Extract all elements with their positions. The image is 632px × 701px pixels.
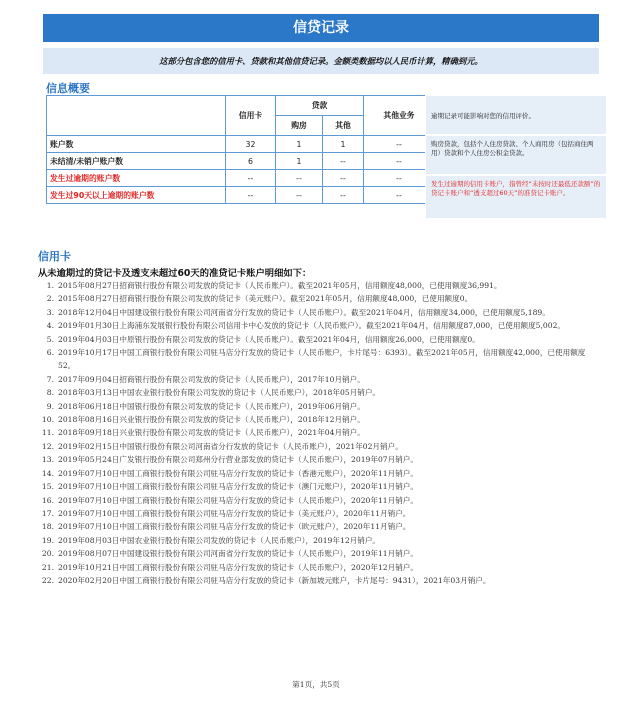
list-item-number: 2. (46, 294, 54, 304)
list-item (38, 520, 598, 533)
list-item (38, 426, 598, 439)
summary-header-blank (47, 96, 226, 136)
cell-other-business: -- (364, 187, 435, 204)
list-item-number: 21. (41, 562, 54, 572)
cell-credit-card: -- (226, 170, 276, 187)
list-item-text: 2019年07月10日中国工商银行股份有限公司驻马店分行发放的贷记卡（香港元账户），2020年11月销户。 (58, 468, 418, 478)
list-item (38, 319, 598, 332)
row-label: 账户数 (47, 136, 226, 153)
cell-credit-card: -- (226, 187, 276, 204)
list-item-number: 4. (46, 321, 54, 331)
list-item-number: 12. (41, 441, 54, 451)
header-loan: 贷款 (276, 96, 364, 116)
list-item (38, 279, 598, 292)
list-item-number: 16. (41, 495, 54, 505)
list-item-number: 10. (41, 415, 54, 425)
list-item-number: 3. (46, 307, 54, 317)
cell-other-business: -- (364, 170, 435, 187)
list-item (38, 440, 598, 453)
list-item-number: 13. (41, 455, 54, 465)
cell-other-business: -- (364, 136, 435, 153)
list-item-number: 20. (41, 549, 54, 559)
list-item (38, 333, 598, 346)
list-item-text: 2019年07月10日中国工商银行股份有限公司驻马店分行发放的贷记卡（美元账户），2020年11月销户。 (58, 508, 411, 518)
list-item-number: 1. (46, 281, 54, 290)
list-item-text: 2018年06月18日中国银行股份有限公司发放的贷记卡（人民币账户），2019年06月销户。 (58, 401, 365, 411)
row-label: 发生过90天以上逾期的账户数 (47, 187, 226, 204)
list-item-text: 2018年12月04日中国建设银行股份有限公司河南省分行发放的贷记卡（人民币账户）。截至2021年04月，信用额度34,000，已使用额度5,189。 (58, 307, 550, 317)
summary-notes (425, 95, 607, 219)
page-number: 第1页，共5页 (292, 680, 340, 689)
list-item (38, 386, 598, 399)
cell-credit-card: 32 (226, 136, 276, 153)
cell-other: 1 (323, 136, 364, 153)
list-item-text: 2015年08月27日招商银行股份有限公司发放的贷记卡（美元账户）。截至2021年05月，信用额度48,000，已使用额度0。 (58, 294, 473, 304)
list-item-text: 2020年02月20日中国工商银行股份有限公司驻马店分行发放的贷记卡（新加坡元账户，卡片尾号：9431），2021年03月销户。 (58, 575, 491, 585)
list-item-number: 19. (41, 535, 54, 545)
list-item (38, 494, 598, 507)
list-item (38, 306, 598, 319)
header-other-business: 其他业务 (364, 96, 435, 136)
list-item-text: 2019年10月21日中国工商银行股份有限公司驻马店分行发放的贷记卡（人民币账户），2020年12月销户。 (58, 562, 418, 572)
list-item (38, 574, 598, 587)
list-item-text: 2019年05月24日广发银行股份有限公司郑州分行营业部发放的贷记卡（人民币账户），2019年07月销户。 (58, 455, 418, 465)
summary-header-row (47, 96, 435, 116)
summary-row-overdue (47, 170, 435, 187)
cell-mortgage: 1 (276, 136, 323, 153)
list-item-number: 11. (41, 428, 54, 438)
cell-mortgage: 1 (276, 153, 323, 170)
list-item-text: 2015年08月27日招商银行股份有限公司发放的贷记卡（人民币账户）。截至2021年05月，信用额度48,000，已使用额度36,991。 (58, 281, 502, 290)
cell-other: -- (323, 187, 364, 204)
list-item-text: 2019年07月10日中国工商银行股份有限公司驻马店分行发放的贷记卡（欧元账户），2020年11月销户。 (58, 522, 411, 532)
header-credit-card: 信用卡 (226, 96, 276, 136)
summary-table (46, 95, 435, 204)
cell-other: -- (323, 170, 364, 187)
list-item (38, 413, 598, 426)
list-item-text: 2019年08月07日中国建设银行股份有限公司河南省分行发放的贷记卡（人民币账户），2019年11月销户。 (58, 549, 418, 559)
list-item-number: 5. (46, 334, 54, 344)
credit-card-heading: 从未逾期过的贷记卡及透支未超过60天的准贷记卡账户明细如下： (38, 268, 312, 279)
list-item-text: 2019年07月10日中国工商银行股份有限公司驻马店分行发放的贷记卡（澳门元账户），2020年11月销户。 (58, 482, 418, 492)
note-mortgage-definition: 购房贷款，包括个人住房贷款、个人商用房（包括商住两用）贷款和个人住房公积金贷款。 (425, 135, 607, 175)
list-item-number: 14. (41, 468, 54, 478)
cell-mortgage: -- (276, 170, 323, 187)
list-item (38, 480, 598, 493)
list-item (38, 534, 598, 547)
list-item-number: 22. (41, 575, 54, 585)
list-item-text: 2019年02月15日中国银行股份有限公司河南省分行发放的贷记卡（人民币账户），2021年02月销户。 (58, 441, 403, 451)
list-item-text: 2019年08月03日中国农业银行股份有限公司发放的贷记卡（人民币账户），2019年12月销户。 (58, 535, 381, 545)
list-item-text: 2018年09月18日兴业银行股份有限公司发放的贷记卡（人民币账户），2021年04月销户。 (58, 428, 365, 438)
row-label: 未结清/未销户账户数 (47, 153, 226, 170)
summary-row-overdue-90 (47, 187, 435, 204)
cell-mortgage: -- (276, 187, 323, 204)
cell-credit-card: 6 (226, 153, 276, 170)
list-item-text: 2018年08月16日兴业银行股份有限公司发放的贷记卡（人民币账户），2018年12月销户。 (58, 415, 365, 425)
credit-card-records (38, 279, 598, 587)
list-item (38, 547, 598, 560)
list-item-text: 2019年10月17日中国工商银行股份有限公司驻马店分行发放的贷记卡（人民币账户，卡片尾号：6393）。截至2021年05月，信用额度42,000，已使用额度52。 (58, 348, 586, 371)
list-item-number: 6. (46, 348, 54, 358)
list-item-number: 17. (41, 508, 54, 518)
note-overdue-impact: 逾期记录可能影响对您的信用评价。 (425, 95, 607, 135)
summary-title: 信息概要 (46, 82, 90, 95)
list-item-text: 2018年03月13日中国农业银行股份有限公司发放的贷记卡（人民币账户），2018年05月销户。 (58, 388, 381, 398)
list-item-number: 7. (46, 374, 54, 384)
list-item-text: 2019年04月03日中原银行股份有限公司发放的贷记卡（人民币账户）。截至2021年04月，信用额度26,000，已使用额度0。 (58, 334, 480, 344)
list-item-text: 2019年01月30日上海浦东发展银行股份有限公司信用卡中心发放的贷记卡（人民币账户）。截至2021年04月，信用额度87,000，已使用额度5,002。 (58, 321, 566, 331)
list-item-text: 2017年09月04日招商银行股份有限公司发放的贷记卡（人民币账户），2017年10月销户。 (58, 374, 365, 384)
list-item-number: 8. (46, 388, 54, 398)
list-item (38, 373, 598, 386)
list-item (38, 346, 598, 373)
list-item-number: 9. (46, 401, 54, 411)
row-label: 发生过逾期的账户数 (47, 170, 226, 187)
list-item-text: 2019年07月10日中国工商银行股份有限公司驻马店分行发放的贷记卡（人民币账户），2020年11月销户。 (58, 495, 418, 505)
list-item (38, 507, 598, 520)
cell-other-business: -- (364, 153, 435, 170)
list-item (38, 561, 598, 574)
header-other: 其他 (323, 116, 364, 136)
header-mortgage: 购房 (276, 116, 323, 136)
list-item (38, 292, 598, 305)
note-overdue-definition: 发生过逾期的信用卡账户，指曾经“未按时还最低还款额”的贷记卡账户和“透支超过60天”的准贷记卡账户。 (425, 175, 607, 219)
credit-card-title: 信用卡 (38, 250, 71, 263)
list-item (38, 453, 598, 466)
cell-other: -- (323, 153, 364, 170)
summary-row-open-accounts (47, 153, 435, 170)
list-item (38, 400, 598, 413)
list-item (38, 467, 598, 480)
list-item-number: 15. (41, 482, 54, 492)
summary-row-accounts (47, 136, 435, 153)
page-title: 信贷记录 (43, 14, 599, 42)
list-item-number: 18. (41, 522, 54, 532)
section-description: 这部分包含您的信用卡、贷款和其他信贷记录。金额类数据均以人民币计算，精确到元。 (43, 48, 599, 74)
